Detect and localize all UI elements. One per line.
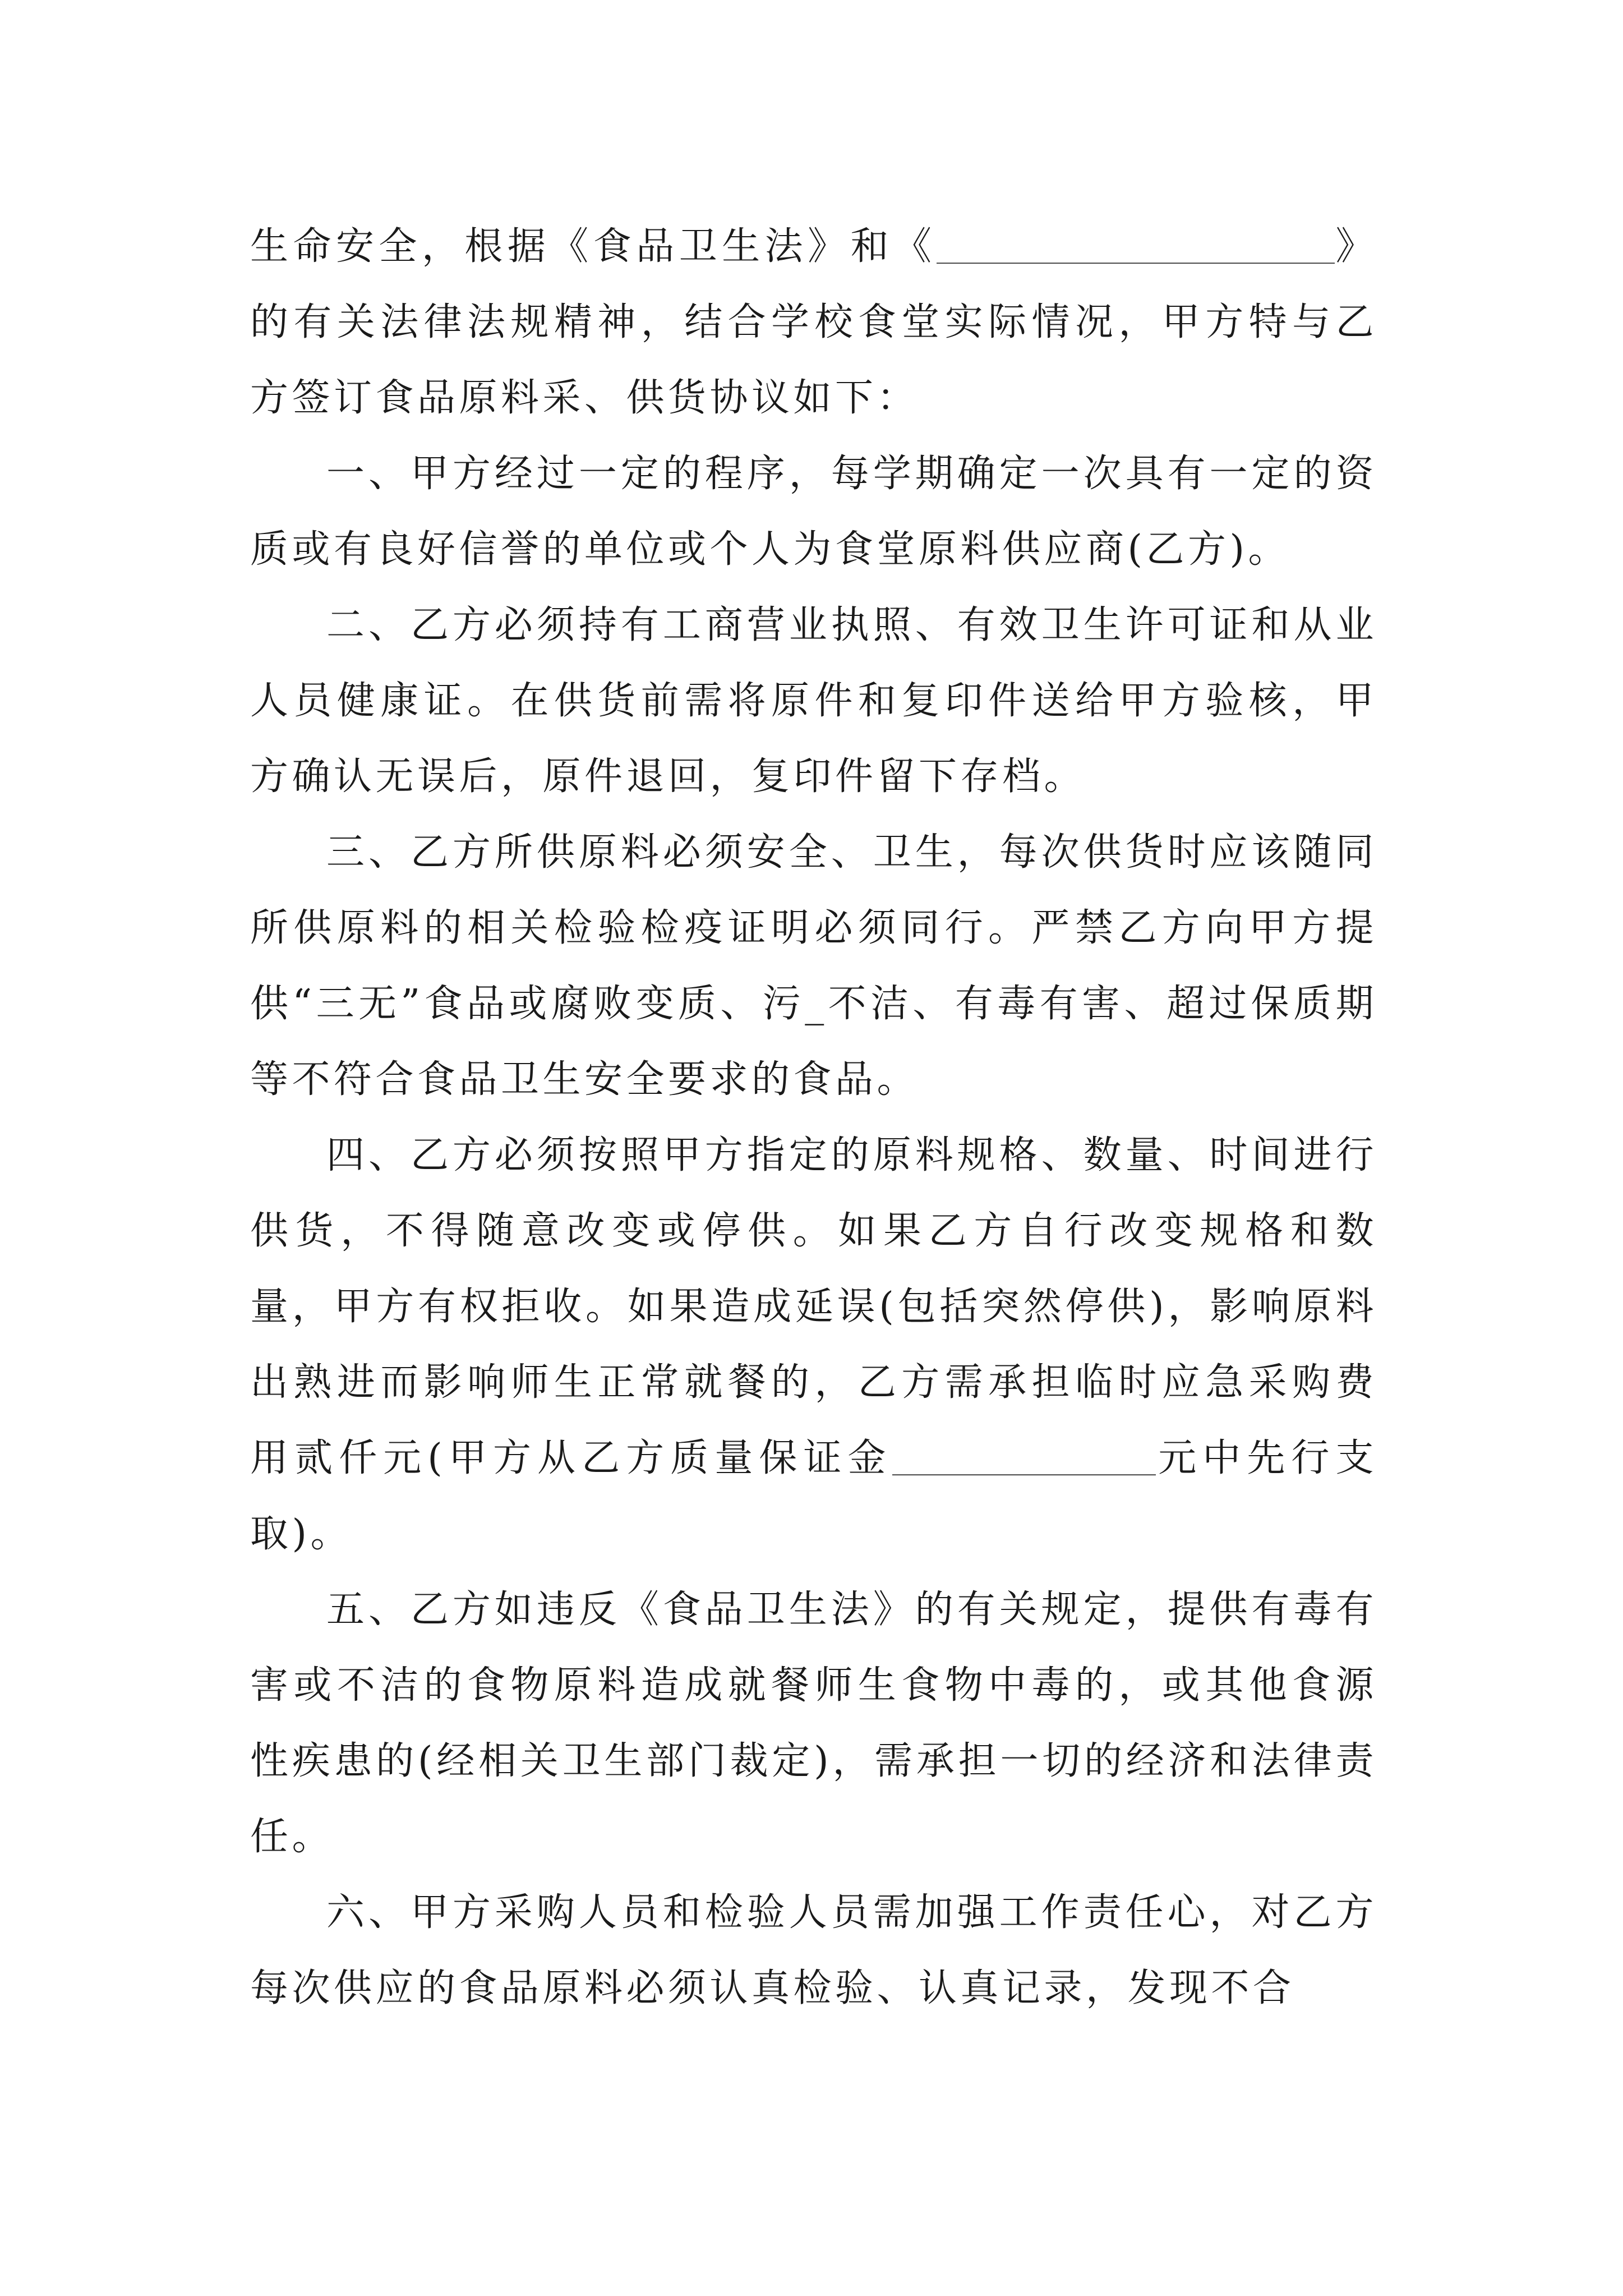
paragraph-clause-3: 三、乙方所供原料必须安全、卫生，每次供货时应该随同所供原料的相关检验检疫证明必须同行。严禁乙方向甲方提供“三无”食品或腐败变质、污_不洁、有毒有害、超过保质期等不符合食品卫生安全要求的食品。 [250,830,1377,1102]
clause-4-text-after-blank: 元中先行支取)。 [250,1436,1377,1556]
intro-text-before-blank: 生命安全，根据《食品卫生法》和《 [250,224,937,269]
document-body [250,209,1377,2026]
clause-4-text-before-blank: 四、乙方必须按照甲方指定的原料规格、数量、时间进行供货，不得随意改变或停供。如果乙方自行改变规格和数量，甲方有权拒收。如果造成延误(包括突然停供)，影响原料出熟进而影响师生正常就餐的，乙方需承担临时应急采购费用贰仟元(甲方从乙方质量保证金 [250,1133,1377,1480]
paragraph-clause-5: 五、乙方如违反《食品卫生法》的有关规定，提供有毒有害或不洁的食物原料造成就餐师生食物中毒的，或其他食源性疾患的(经相关卫生部门裁定)，需承担一切的经济和法律责任。 [250,1588,1377,1859]
intro-text-after-blank: 》的有关法律法规精神，结合学校食堂实际情况，甲方特与乙方签订食品原料采、供货协议如下： [250,224,1377,420]
paragraph-clause-4 [250,1117,1377,1572]
paragraph-clause-2: 二、乙方必须持有工商营业执照、有效卫生许可证和从业人员健康证。在供货前需将原件和复印件送给甲方验核，甲方确认无误后，原件退回，复印件留下存档。 [250,603,1377,799]
paragraph-clause-1: 一、甲方经过一定的程序，每学期确定一次具有一定的资质或有良好信誉的单位或个人为食堂原料供应商(乙方)。 [250,452,1377,572]
paragraph-intro [250,209,1377,436]
paragraph-clause-6: 六、甲方采购人员和检验人员需加强工作责任心，对乙方每次供应的食品原料必须认真检验、认真记录，发现不合 [250,1890,1377,2010]
deposit-amount-blank [892,1436,1156,1475]
law-name-blank [937,224,1335,264]
